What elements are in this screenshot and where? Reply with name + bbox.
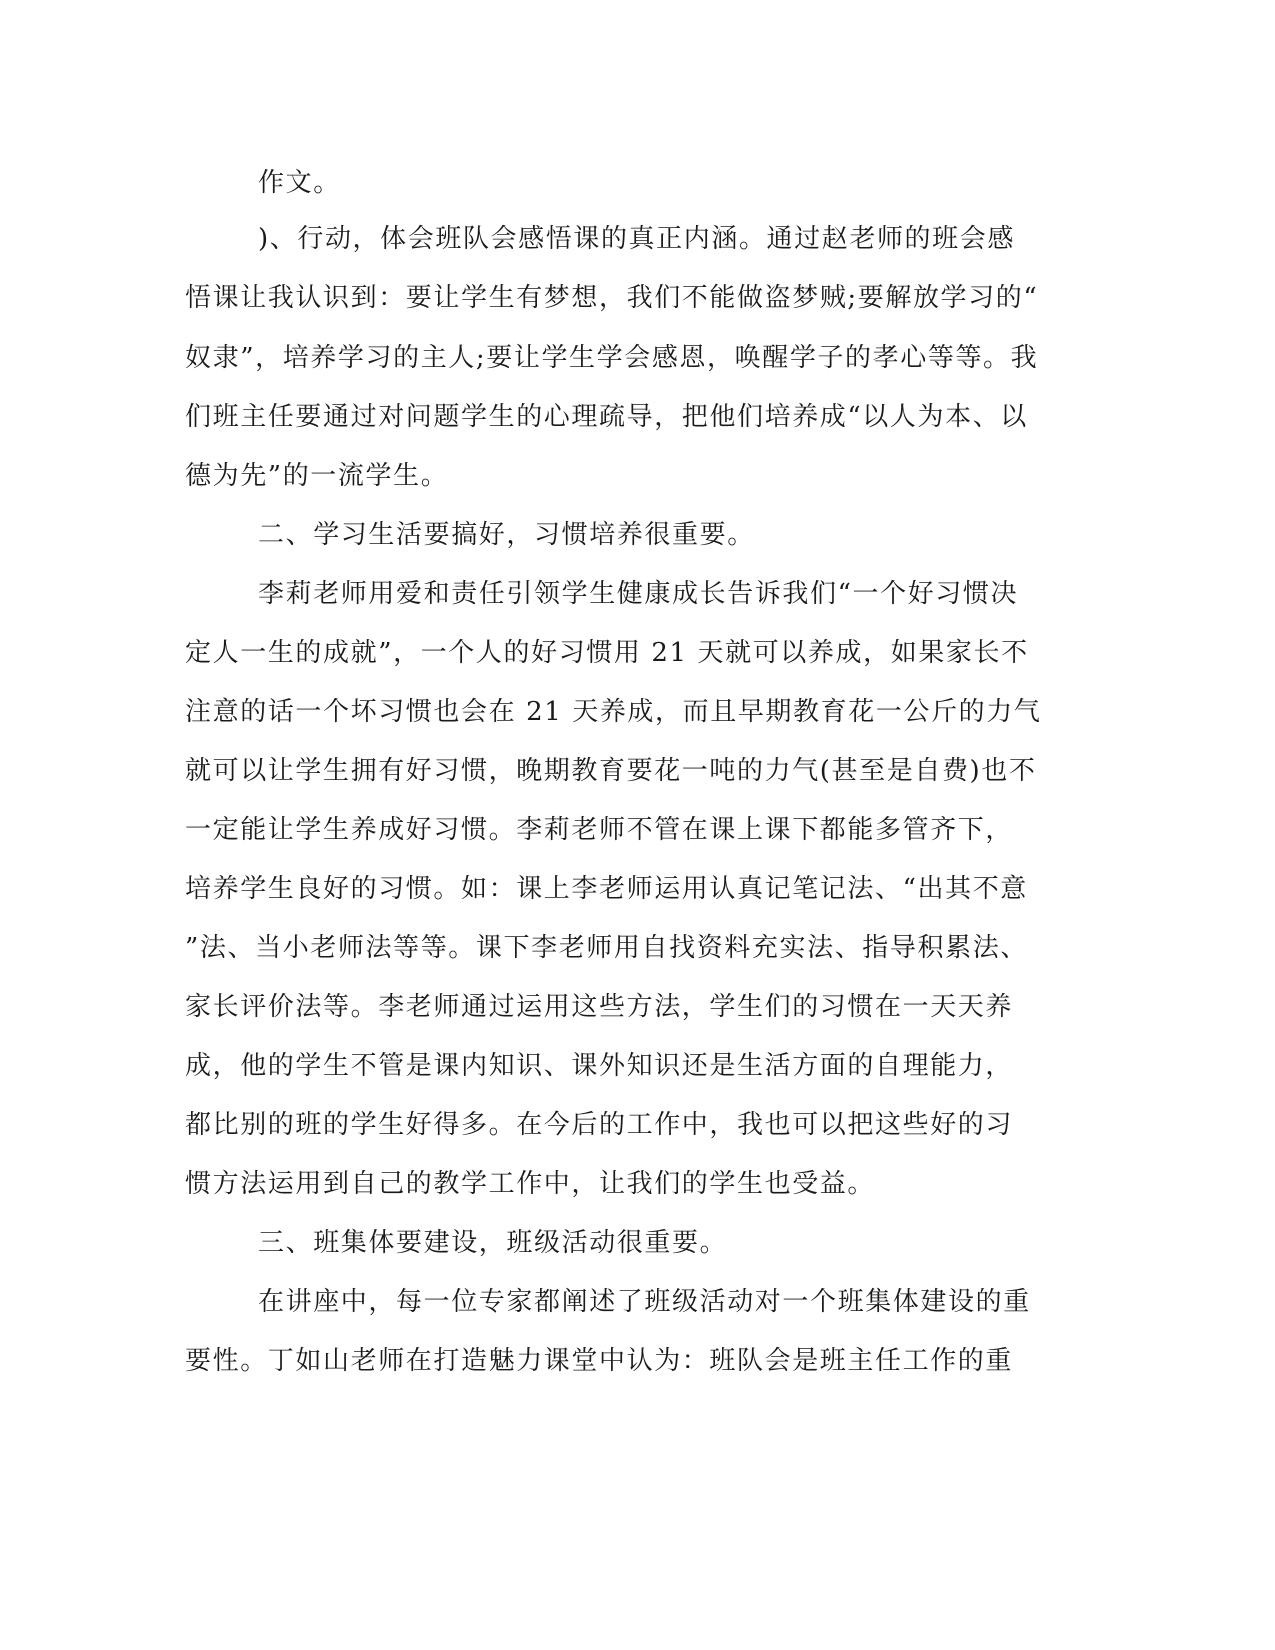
paragraph-line-8: 李莉老师用爱和责任引领学生健康成长告诉我们“一个好习惯决 [258, 579, 1019, 609]
paragraph-line-5: 们班主任要通过对问题学生的心理疏导，把他们培养成“以人为本、以 [185, 402, 1028, 432]
paragraph-line-3: 悟课让我认识到：要让学生有梦想，我们不能做盗梦贼;要解放学习的“ [185, 283, 1039, 313]
section-heading-3: 三、班集体要建设，班级活动很重要。 [258, 1228, 728, 1258]
paragraph-line-10: 注意的话一个坏习惯也会在 21 天养成，而且早期教育花一公斤的力气 [185, 697, 1042, 727]
paragraph-line-9: 定人一生的成就”，一个人的好习惯用 21 天就可以养成，如果家长不 [185, 638, 1029, 668]
section-heading-2: 二、学习生活要搞好，习惯培养很重要。 [258, 520, 755, 550]
paragraph-line-16: 成，他的学生不管是课内知识、课外知识还是生活方面的自理能力， [185, 1051, 1014, 1081]
paragraph-line-18: 惯方法运用到自己的教学工作中，让我们的学生也受益。 [185, 1169, 876, 1199]
paragraph-line-20: 在讲座中，每一位专家都阐述了班级活动对一个班集体建设的重 [258, 1287, 1031, 1317]
paragraph-line-14: ”法、当小老师法等等。课下李老师用自找资料充实法、指导积累法、 [185, 933, 1028, 963]
paragraph-line-13: 培养学生良好的习惯。如：课上李老师运用认真记笔记法、“出其不意 [185, 874, 1028, 904]
paragraph-line-2: )、行动，体会班队会感悟课的真正内涵。通过赵老师的班会感 [258, 224, 1015, 254]
paragraph-line-6: 德为先”的一流学生。 [185, 461, 449, 491]
paragraph-line-21: 要性。丁如山老师在打造魅力课堂中认为：班队会是班主任工作的重 [185, 1346, 1014, 1376]
paragraph-line-17: 都比别的班的学生好得多。在今后的工作中，我也可以把这些好的习 [185, 1110, 1014, 1140]
paragraph-line-11: 就可以让学生拥有好习惯，晚期教育要花一吨的力气(甚至是自费)也不 [185, 756, 1037, 786]
paragraph-line-15: 家长评价法等。李老师通过运用这些方法，学生们的习惯在一天天养 [185, 992, 1014, 1022]
paragraph-line-1: 作文。 [258, 168, 341, 198]
paragraph-line-12: 一定能让学生养成好习惯。李莉老师不管在课上课下都能多管齐下， [185, 815, 1014, 845]
paragraph-line-4: 奴隶”，培养学习的主人;要让学生学会感恩，唤醒学子的孝心等等。我 [185, 343, 1039, 373]
